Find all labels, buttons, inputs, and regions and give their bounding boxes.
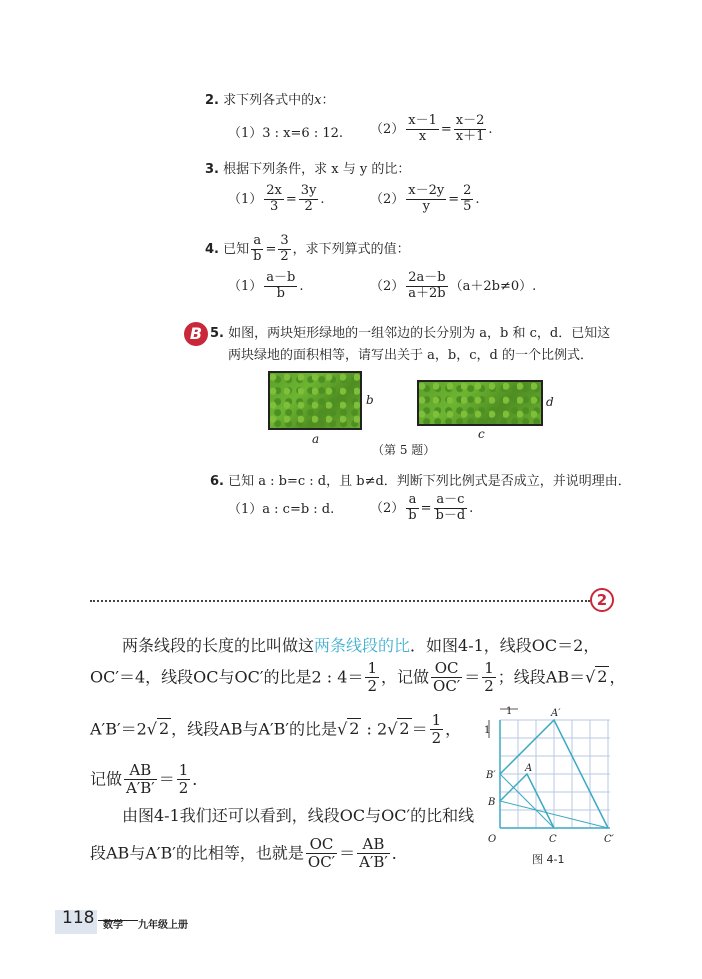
exercise-6-part-2: （2） $\frac{a}{b}$ = $\frac{a-c}{b-d}$ . bbox=[370, 492, 474, 523]
footer-grade: 九年级上册 bbox=[138, 920, 188, 931]
unit-h-label: 1 bbox=[506, 706, 513, 717]
level-b-badge: B bbox=[184, 322, 208, 346]
body-line-2: OC′＝4，线段OC与OC′的比是2 : 4＝ $\frac{1}{2}$ ，记做 $\frac{OC}{OC'}$ ＝ $\frac{1}{2}$ ；线段AB＝√ 2 ， bbox=[90, 659, 626, 696]
exercise-2-prompt: 2. 求下列各式中的x： bbox=[205, 93, 335, 108]
section-number-badge: 2 bbox=[590, 588, 614, 612]
exercise-6-part-1: （1）a : c=b : d. bbox=[228, 502, 335, 517]
footer-subject: 数学 bbox=[103, 920, 123, 931]
exercise-3-part-2: （2） $\frac{x-2y}{y}$ = $\frac{2}{5}$ . bbox=[370, 183, 480, 214]
label-A-prime: A′ bbox=[551, 708, 561, 719]
figure-4-1-caption: 图 4-1 bbox=[532, 853, 565, 866]
exercise-4-part-1: （1） $\frac{a-b}{b}$ . bbox=[228, 270, 304, 301]
label-C-prime: C′ bbox=[604, 834, 614, 845]
body-line-3: A′B′＝2√ 2 ，线段AB与A′B′的比是√ 2 : 2√ 2 ＝ $\frac{1}{2}$ ， bbox=[90, 711, 462, 748]
label-c: c bbox=[478, 427, 485, 441]
body-line-4: 记做 $\frac{AB}{A'B'}$ ＝ $\frac{1}{2}$ ． bbox=[90, 761, 209, 798]
label-C: C bbox=[549, 834, 557, 845]
unit-v-label: 1 bbox=[484, 725, 491, 736]
exercise-2-part-2: （2） $\frac{x-1}{x}$ = $\frac{x-2}{x+1}$ . bbox=[370, 113, 493, 144]
exercise-4-prompt: 4. 已知 $\frac{a}{b}$ = $\frac{3}{2}$ ，求下列算式的值： bbox=[205, 233, 410, 264]
section-divider bbox=[90, 600, 590, 602]
body-line-6: 段AB与A′B′的比相等，也就是 $\frac{OC}{OC'}$ ＝ $\frac{AB}{A'B'}$ ． bbox=[90, 835, 408, 872]
exercise-5-line-1: 5. 如图，两块矩形绿地的一组邻边的长分别为 a，b 和 c，d．已知这 bbox=[210, 326, 611, 341]
lawn-rectangle-cd bbox=[417, 380, 543, 426]
exercise-5-caption: （第 5 题） bbox=[372, 443, 436, 457]
term-highlight: 两条线段的比 bbox=[314, 636, 411, 655]
label-A: A bbox=[525, 763, 533, 774]
body-line-1: 两条线段的长度的比叫做这两条线段的比．如图4-1，线段OC＝2， bbox=[122, 636, 600, 655]
exercise-3-part-1: （1） $\frac{2x}{3}$ = $\frac{3y}{2}$ . bbox=[228, 183, 325, 214]
label-B-prime: B′ bbox=[486, 770, 496, 781]
body-line-5: 由图4-1我们还可以看到，线段OC与OC′的比和线 bbox=[122, 806, 475, 825]
exercise-3-prompt: 3. 根据下列条件，求 x 与 y 的比： bbox=[205, 162, 411, 177]
exercise-6-prompt: 6. 已知 a : b=c : d，且 b≠d．判断下列比例式是否成立，并说明理由． bbox=[210, 474, 631, 489]
page-number: 118 bbox=[62, 908, 95, 928]
exercise-2-part-1: （1）3 : x=6 : 12. bbox=[228, 126, 344, 141]
label-d: d bbox=[546, 395, 554, 409]
figure-4-1 bbox=[480, 700, 630, 850]
figure-grid bbox=[500, 720, 610, 828]
exercise-4-part-2: （2） $\frac{2a-b}{a+2b}$ （a＋2b≠0）. bbox=[370, 270, 537, 301]
label-B: B bbox=[488, 797, 496, 808]
line-bprime-c bbox=[500, 774, 554, 828]
exercise-5-line-2: 两块绿地的面积相等，请写出关于 a，b，c，d 的一个比例式． bbox=[228, 348, 593, 363]
lawn-rectangle-ab bbox=[268, 371, 362, 430]
label-O: O bbox=[488, 834, 497, 845]
label-a: a bbox=[312, 432, 320, 446]
label-b: b bbox=[366, 393, 374, 407]
